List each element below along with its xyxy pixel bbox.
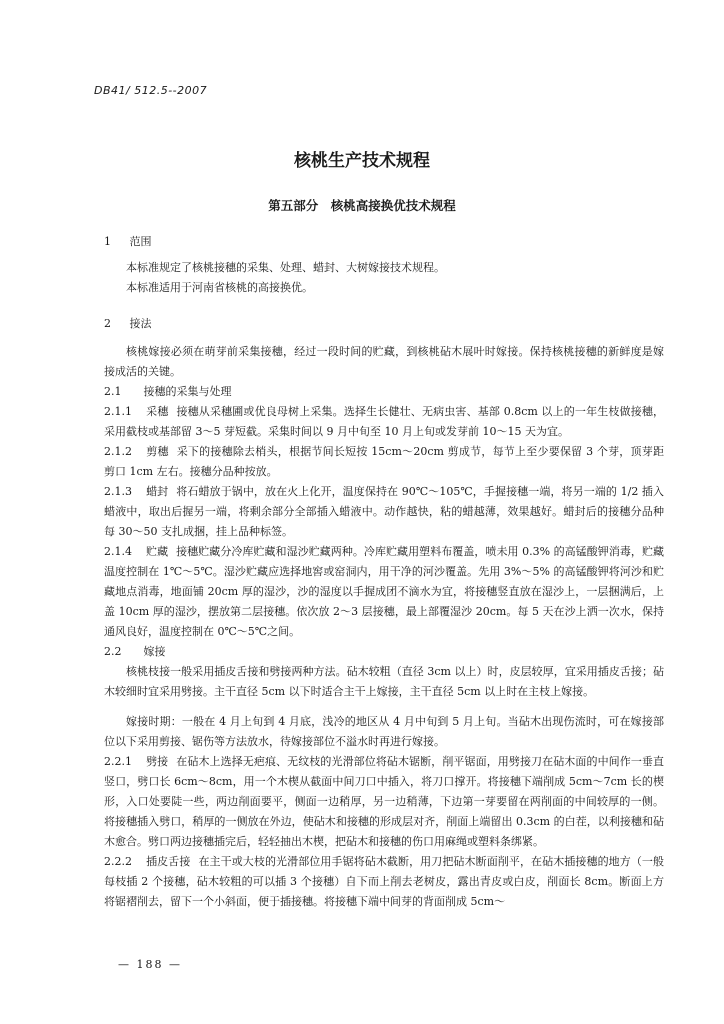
paragraph: 核桃嫁接必须在萌芽前采集接穗，经过一段时间的贮藏，到核桃砧木展叶时嫁接。保持核桃接穗的新鲜度是嫁接成活的关键。 [104, 345, 664, 378]
clause-item [104, 542, 664, 642]
paragraph: 核桃枝接一般采用插皮舌接和劈接两种方法。砧木较粗（直径 3cm 以上）时，皮层较厚，宜采用插皮舌接；砧木较细时宜采用劈接。主干直径 5cm 以下时适合主干上嫁接，主干直径 5cm 以上时在主枝上嫁接。 [104, 665, 664, 698]
paragraph: 嫁接时期：一般在 4 月上旬到 4 月底，浅冷的地区从 4 月中旬到 5 月上旬。当砧木出现伤流时，可在嫁接部位以下采用剪接、锯伤等方法放水，待嫁接部位不溢水时再进行嫁接。 [104, 715, 664, 748]
document-body [104, 232, 664, 912]
clause-text: 在砧木上选择无疤痕、无纹枝的光滑部位将砧木锯断，削平锯面，用劈接刀在砧木面的中间作一垂直竖口，劈口长 6cm～8cm，用一个木楔从截面中间刀口中插入，将刀口撑开。将接穗下端削成 5cm～7cm 长的楔形，入口处要陡一些，两边削面要平，侧面一边稍厚，另一边稍薄，下边第一芽要留在两削面的中间较厚的一侧。将接穗插入劈口，稍厚的一侧放在外边，使砧木和接穗的形成层对齐，削面上端留出 0.3cm 的白茬，以利接穗和砧木愈合。劈口两边接穗插完后，轻轻抽出木楔，把砧木和接穗的伤口用麻绳或塑料条绑紧。 [104, 755, 665, 848]
clause-number: 2.2.2 [104, 855, 132, 868]
section-number: 2 [104, 317, 111, 330]
clause-item [104, 482, 664, 542]
clause-term: 采穗 [146, 405, 169, 418]
clause-item [104, 442, 664, 482]
standard-code: DB41/ 512.5--2007 [94, 84, 208, 97]
subsection-title: 嫁接 [143, 645, 166, 658]
section-number: 1 [104, 235, 111, 248]
clause-item [104, 752, 664, 852]
clause-text: 接穗贮藏分冷库贮藏和湿沙贮藏两种。冷库贮藏用塑料布覆盖，喷未用 0.3% 的高锰酸钾消毒，贮藏温度控制在 1℃～5℃。湿沙贮藏应选择地窖或窑洞内，用干净的河沙覆盖。先用 3%～5% 的高锰酸钾将河沙和贮藏地点消毒，地面铺 20cm 厚的湿沙，沙的湿度以手握成团不滴水为宜，将接穗竖直放在湿沙上，一层捆满后，上盖 10cm 厚的湿沙，摆放第二层接穗。依次放 2～3 层接穗，最上部覆湿沙 20cm。每 5 天在沙上洒一次水，保持通风良好，温度控制在 0℃～5℃之间。 [104, 545, 665, 638]
clause-item [104, 402, 664, 442]
clause-term: 剪穗 [146, 445, 169, 458]
clause-item [104, 852, 664, 912]
paragraph: 本标准规定了核桃接穗的采集、处理、蜡封、大树嫁接技术规程。 [126, 261, 445, 274]
clause-number: 2.2.1 [104, 755, 132, 768]
clause-number: 2.1.1 [104, 405, 132, 418]
clause-text: 接穗从采穗圃或优良母树上采集。选择生长健壮、无病虫害、基部 0.8cm 以上的一年生枝做接穗，采用截枝或基部留 3～5 芽短截。采集时间以 9 月中旬至 10 月上旬或发芽前 10～15 天为宜。 [104, 405, 665, 438]
document-title: 核桃生产技术规程 [294, 151, 430, 171]
page-number: — 188 — [118, 958, 182, 971]
clause-number: 2.1.3 [104, 485, 132, 498]
clause-text: 将石蜡放于锅中，放在火上化开，温度保持在 90℃～105℃，手握接穗一端，将另一端的 1/2 插入蜡液中，取出后握另一端，将剩余部分全部插入蜡液中。动作越快，粘的蜡越薄，效果越好。蜡封后的接穗分品种每 30～50 支扎成捆，挂上品种标签。 [104, 485, 664, 538]
subsection-title: 接穗的采集与处理 [143, 385, 232, 398]
clause-term: 贮藏 [146, 545, 169, 558]
section-title: 接法 [129, 317, 152, 330]
subsection-heading [104, 382, 664, 402]
clause-term: 插皮舌接 [146, 855, 191, 868]
clause-number: 2.1.2 [104, 445, 132, 458]
clause-term: 劈接 [146, 755, 169, 768]
clause-term: 蜡封 [146, 485, 169, 498]
section-title: 范围 [129, 235, 152, 248]
subsection-heading [104, 642, 664, 662]
part-title: 第五部分 核桃高接换优技术规程 [268, 198, 456, 213]
paragraph: 本标准适用于河南省核桃的高接换优。 [126, 281, 313, 294]
subsection-number: 2.2 [104, 645, 122, 658]
section-heading [104, 232, 664, 252]
section-heading [104, 314, 664, 334]
clause-number: 2.1.4 [104, 545, 132, 558]
clause-text: 采下的接穗除去梢头，根据节间长短按 15cm～20cm 剪成节，每节上至少要保留 3 个芽，顶芽距剪口 1cm 左右。接穗分品种按放。 [104, 445, 664, 478]
clause-text: 在主干或大枝的光滑部位用手锯将砧木截断，用刀把砧木断面削平，在砧木插接穗的地方（一般每枝插 2 个接穗，砧木较粗的可以插 3 个接穗）自下而上削去老树皮，露出青皮或白皮，削面长 8cm。断面上方将锯褶削去，留下一个小斜面，便于插接穗。将接穗下端中间芽的背面削成 5cm～ [104, 855, 664, 908]
subsection-number: 2.1 [104, 385, 122, 398]
